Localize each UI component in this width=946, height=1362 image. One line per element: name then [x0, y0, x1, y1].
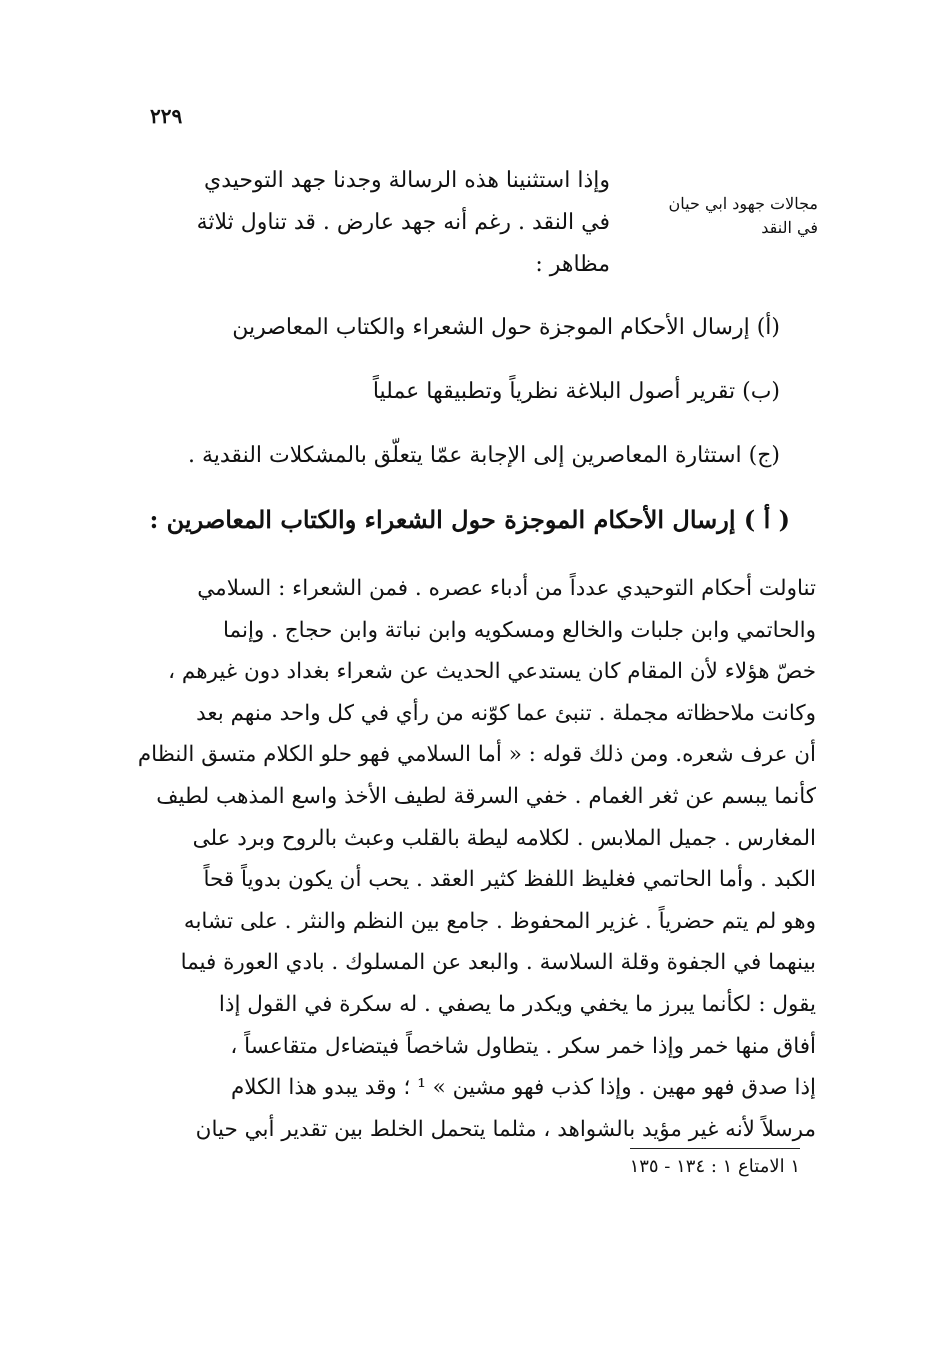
body-line: والحاتمي وابن جلبات والخالع ومسكويه وابن نباتة وابن حجاج . وإنما [222, 617, 816, 643]
margin-note [636, 192, 818, 240]
list-item: (ب) تقرير أصول البلاغة نظرياً وتطبيقها عملياً [372, 379, 780, 404]
body-line: مرسلاً لأنه غير مؤيد بالشواهد ، مثلما يتحمل الخلط بين تقدير أبي حيان [195, 1116, 816, 1142]
intro-line: وإذا استثنينا هذه الرسالة وجدنا جهد التوحيدي [203, 168, 610, 193]
list-item: (أ) إرسال الأحكام الموجزة حول الشعراء والكتاب المعاصرين [232, 315, 780, 340]
body-line: خصّ هؤلاء لأن المقام كان يستدعي الحديث عن شعراء بغداد دون غيرهم ، [168, 659, 816, 685]
body-line: إذا صدق فهو مهين . وإذا كذب فهو مشين » ¹ ؛ وقد يبدو هذا الكلام [230, 1075, 816, 1101]
page-number: ٢٢٩ [150, 104, 183, 128]
footnote: ١ الامتاع ١ : ١٣٤ - ١٣٥ [629, 1156, 800, 1177]
body-paragraph [116, 568, 816, 1150]
body-line: المغارس . جميل الملابس . لكلامه ليطة بالقلب وعبث بالروح وبرد على [192, 825, 816, 851]
body-line: وكانت ملاحظاته مجملة . تنبئ عما كوّنه من رأي في كل واحد منهم بعد [196, 700, 816, 726]
margin-note-line: مجالات جهود ابي حيان [668, 194, 818, 213]
body-line: كأنما يبسم عن ثغر الغمام . خفي السرقة لطيف الأخذ واسع المذهب لطيف [156, 783, 816, 809]
section-heading: ( أ ) إرسال الأحكام الموجزة حول الشعراء والكتاب المعاصرين : [149, 505, 790, 534]
body-line: تناولت أحكام التوحيدي عدداً من أدباء عصره . فمن الشعراء : السلامي [197, 576, 816, 601]
intro-line: مظاهر : [535, 252, 610, 277]
body-line: أن عرف شعره. ومن ذلك قوله : « أما السلامي فهو حلو الكلام متسق النظام [137, 742, 816, 768]
intro-line: في النقد . رغم أنه جهد عارض . قد تناول ثلاثة [196, 210, 610, 235]
footnote-divider [630, 1148, 800, 1149]
body-line: أفاق منها خمر وإذا خمر سكر . يتطاول شاخصاً فيتضاءل متقاعساً ، [230, 1033, 816, 1059]
body-line: يقول : لكأنما يبرز ما يخفي ويكدر ما يصفي . له سكرة في القول إذا [218, 991, 816, 1017]
body-line: الكبد . وأما الحاتمي فغليظ اللفظ كثير العقد . يحب أن يكون بدوياً قحاً [203, 867, 816, 893]
list-item: (ج) استثارة المعاصرين إلى الإجابة عمّا يتعلّق بالمشكلات النقدية . [187, 443, 780, 468]
body-line: بينهما في الجفوة وقلة السلاسة . والبعد عن المسلوك . بادي العورة فيما [180, 950, 816, 976]
intro-paragraph [148, 160, 610, 286]
aspects-list [160, 308, 780, 500]
margin-note-line: في النقد [761, 218, 818, 237]
body-line: وهو لم يتم حضرياً . غزير المحفوظ . جامع بين النظم والنثر . على تشابه [183, 908, 816, 934]
